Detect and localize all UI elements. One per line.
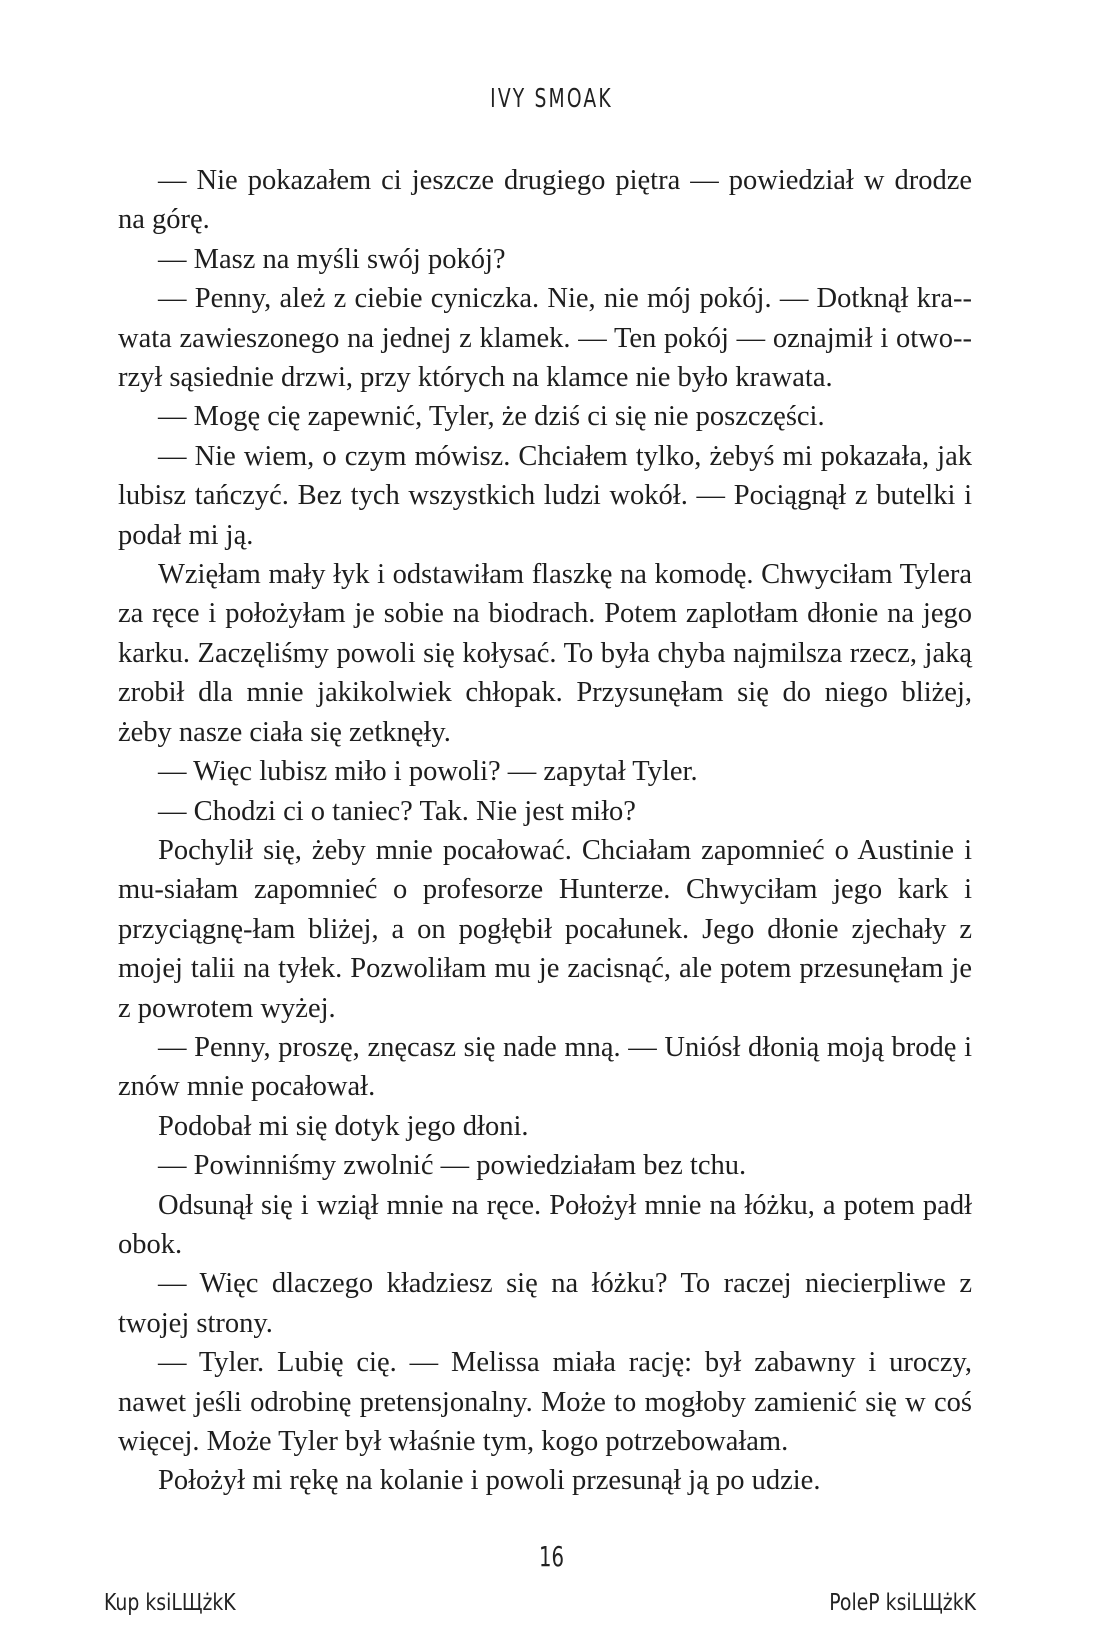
paragraph: — Masz na myśli swój pokój?: [158, 243, 506, 275]
paragraph: Podobał mi się dotyk jego dłoni.: [158, 1110, 529, 1142]
paragraph: Położył mi rękę na kolanie i powoli przesunął ją po udzie.: [158, 1465, 821, 1497]
paragraph: — Tyler. Lubię cię. — Melissa miała rację: był zabawny i uroczy, nawet jeśli odrobinę pretensjonalny. Może to mogłoby zamienić się w coś więcej. Może Tyler był właśnie tym, kogo potrzebowałam.: [118, 1347, 972, 1457]
paragraph: — Mogę cię zapewnić, Tyler, że dziś ci się nie poszczęści.: [158, 401, 825, 433]
page-number: 16: [539, 1540, 564, 1573]
paragraph: — Penny, ależ z ciebie cyniczka. Nie, nie mój pokój. — Dotknął kra-wata zawieszonego na jednej z klamek. — Ten pokój — oznajmił i otwo-rzył sąsiednie drzwi, przy których na klamce nie było krawata.: [118, 283, 972, 394]
paragraph: — Penny, proszę, znęcasz się nade mną. — Uniósł dłonią moją brodę i znów mnie pocałował.: [118, 1031, 972, 1103]
paragraph: — Chodzi ci o taniec? Tak. Nie jest miło?: [158, 795, 636, 827]
paragraph: Wzięłam mały łyk i odstawiłam flaszkę na komodę. Chwyciłam Tylera za ręce i położyłam je sobie na biodrach. Potem zaplotłam dłonie na jego karku. Zaczęliśmy powoli się kołysać. To była chyba najmilsza rzecz, jaką zrobił dla mnie jakikolwiek chłopak. Przysunęłam się do niego bliżej, żeby nasze ciała się zetknęły.: [118, 559, 972, 748]
body-text: [118, 161, 972, 1501]
paragraph: — Więc lubisz miło i powoli? — zapytał Tyler.: [158, 756, 698, 788]
running-head-author: IVY SMOAK: [490, 84, 613, 114]
buy-book-link[interactable]: Kup ksiLЩżkK: [104, 1590, 236, 1616]
paragraph: — Nie wiem, o czym mówisz. Chciałem tylko, żebyś mi pokazała, jak lubisz tańczyć. Bez tych wszystkich ludzi wokół. — Pociągnął z butelki i podał mi ją.: [118, 440, 972, 551]
paragraph: — Powinniśmy zwolnić — powiedziałam bez tchu.: [158, 1150, 747, 1182]
paragraph: — Nie pokazałem ci jeszcze drugiego piętra — powiedział w drodze na górę.: [118, 165, 972, 236]
recommend-book-link[interactable]: PoleP ksiLЩżkK: [829, 1590, 976, 1616]
paragraph: — Więc dlaczego kładziesz się na łóżku? To raczej niecierpliwe z twojej strony.: [118, 1268, 972, 1339]
paragraph: Pochylił się, żeby mnie pocałować. Chciałam zapomnieć o Austinie i mu-siałam zapomnieć o profesorze Hunterze. Chwyciłam jego kark i przyciągnę-łam bliżej, a on pogłębił pocałunek. Jego dłonie zjechały z mojej talii na tyłek. Pozwoliłam mu je zacisnąć, ale potem przesunęłam je z powrotem wyżej.: [118, 834, 972, 1024]
paragraph: Odsunął się i wziął mnie na ręce. Położył mnie na łóżku, a potem padł obok.: [118, 1189, 972, 1260]
